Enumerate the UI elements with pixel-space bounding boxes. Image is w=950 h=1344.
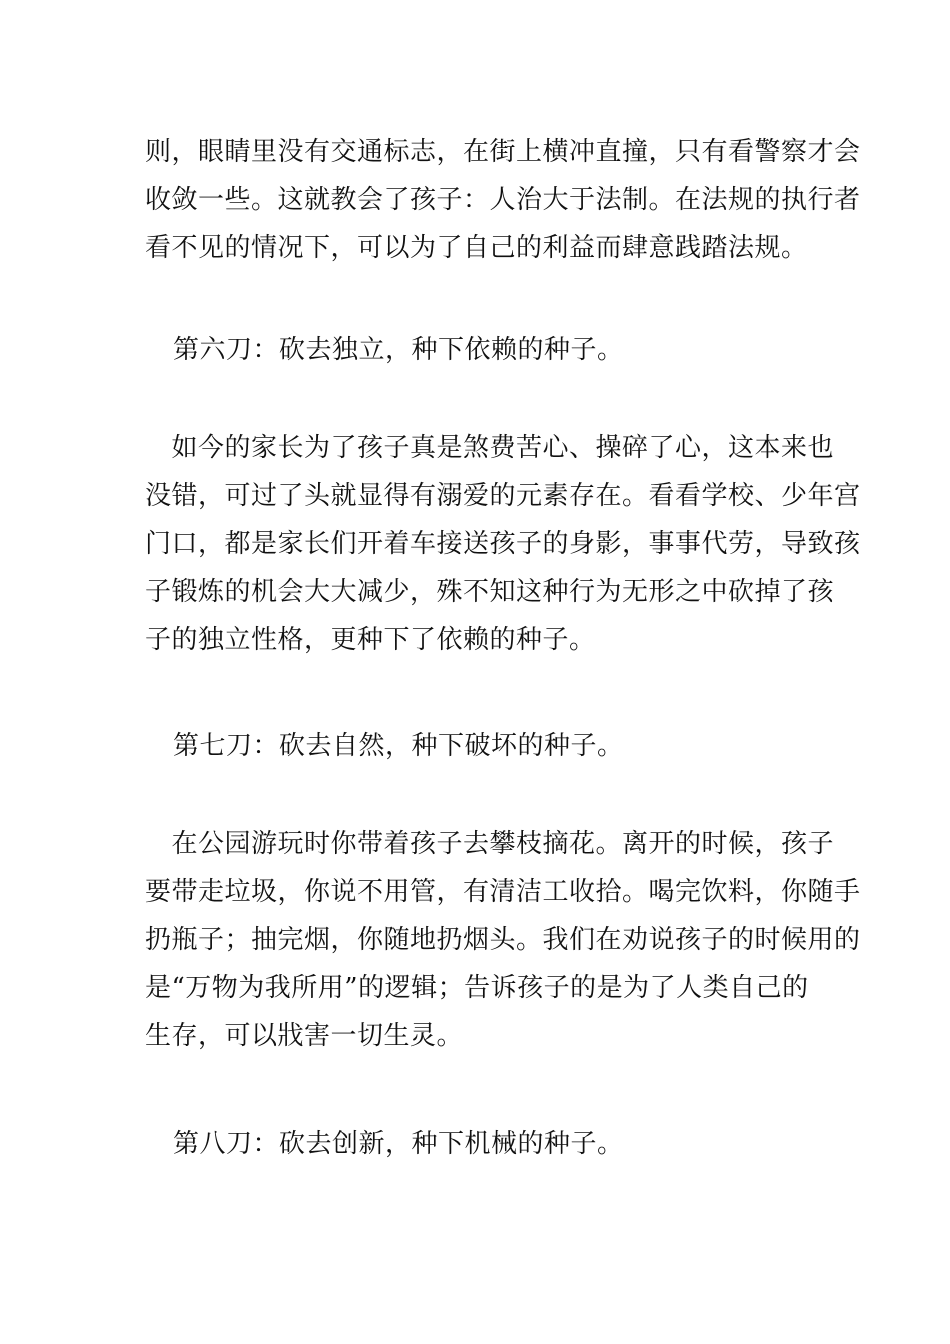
section-heading-7: 第七刀：砍去自然，种下破坏的种子。 xyxy=(173,731,624,761)
text-line: 则，眼睛里没有交通标志，在街上横冲直撞，只有看警察才会 xyxy=(145,137,861,167)
text-line: 看不见的情况下，可以为了自己的利益而肆意践踏法规。 xyxy=(145,233,808,263)
paragraph-independence xyxy=(145,424,861,664)
text-line: 门口，都是家长们开着车接送孩子的身影，事事代劳，导致孩 xyxy=(145,529,861,559)
text-line: 子锻炼的机会大大减少，殊不知这种行为无形之中砍掉了孩 xyxy=(145,577,835,607)
section-heading-6: 第六刀：砍去独立，种下依赖的种子。 xyxy=(173,335,624,365)
paragraph-continued xyxy=(145,128,861,272)
text-line: 没错，可过了头就显得有溺爱的元素存在。看看学校、少年宫 xyxy=(145,481,861,511)
text-line: 如今的家长为了孩子真是煞费苦心、操碎了心，这本来也 xyxy=(145,433,835,463)
text-line: 扔瓶子；抽完烟，你随地扔烟头。我们在劝说孩子的时候用的 xyxy=(145,925,861,955)
text-line: 是“万物为我所用”的逻辑；告诉孩子的是为了人类自己的 xyxy=(145,973,809,1003)
text-line: 在公园游玩时你带着孩子去攀枝摘花。离开的时候，孩子 xyxy=(145,829,835,859)
paragraph-nature xyxy=(145,820,861,1060)
text-line: 要带走垃圾，你说不用管，有清洁工收拾。喝完饮料，你随手 xyxy=(145,877,861,907)
section-heading-8: 第八刀：砍去创新，种下机械的种子。 xyxy=(173,1129,624,1159)
text-line: 生存，可以戕害一切生灵。 xyxy=(145,1021,464,1051)
text-line: 子的独立性格，更种下了依赖的种子。 xyxy=(145,625,596,655)
text-line: 收敛一些。这就教会了孩子：人治大于法制。在法规的执行者 xyxy=(145,185,861,215)
